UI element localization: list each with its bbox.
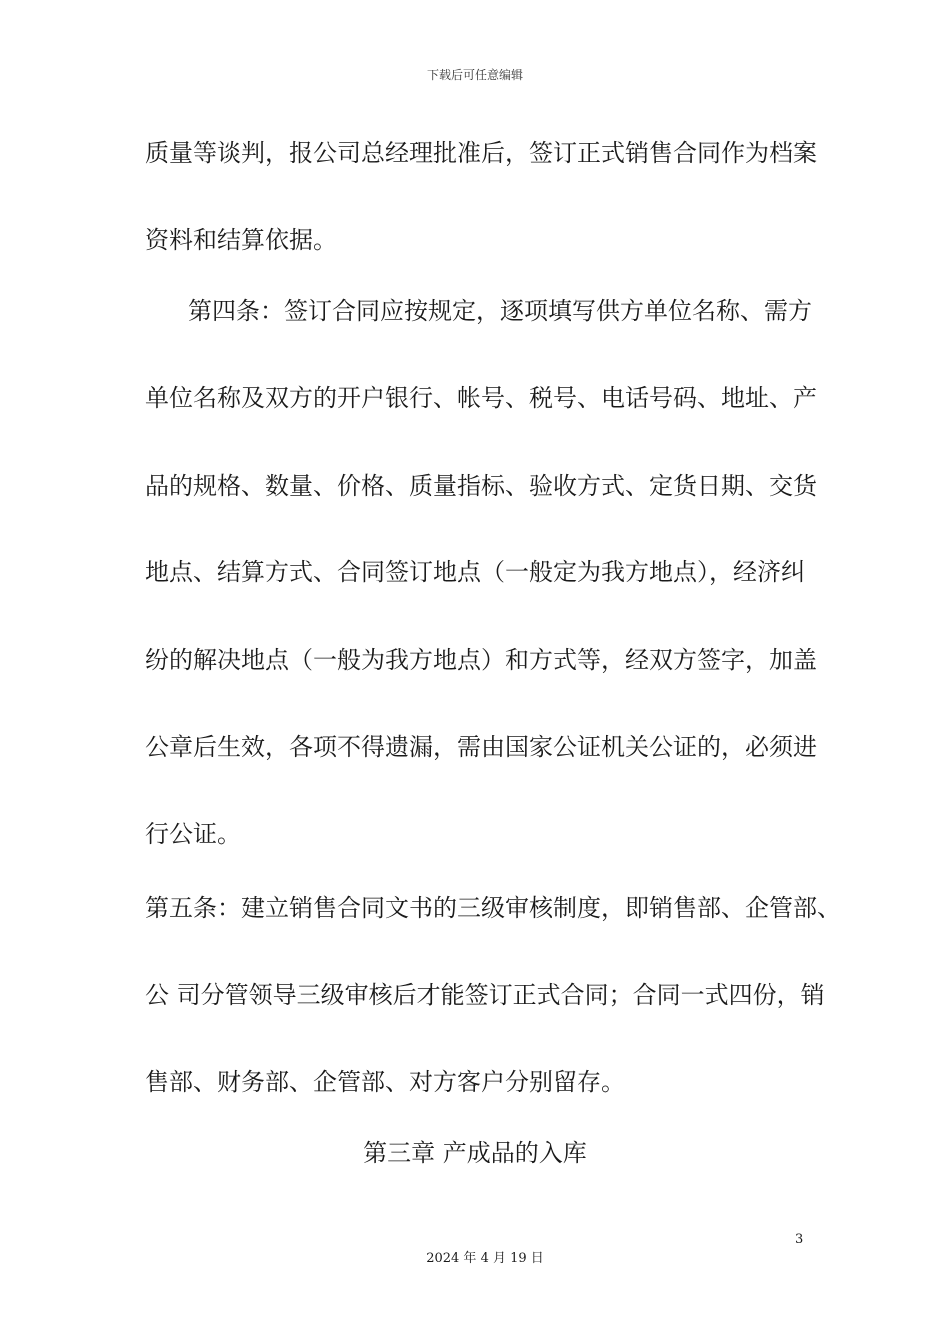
body-line: 公 司分管领导三级审核后才能签订正式合同；合同一式四份，销 [145, 981, 825, 1009]
body-line: 公章后生效，各项不得遗漏，需由国家公证机关公证的，必须进 [145, 733, 817, 761]
body-line: 纷的解决地点（一般为我方地点）和方式等，经双方签字，加盖 [145, 646, 817, 674]
page-number: 3 [795, 1232, 804, 1247]
body-line: 地点、结算方式、合同签订地点（一般定为我方地点），经济纠 [145, 558, 805, 586]
footer-date: 2024 年 4 月 19 日 [426, 1251, 544, 1266]
chapter-title: 第三章 产成品的入库 [363, 1139, 587, 1167]
body-line: 质量等谈判，报公司总经理批准后，签订正式销售合同作为档案 [145, 139, 817, 167]
body-line: 行公证。 [145, 820, 241, 848]
body-line: 售部、财务部、企管部、对方客户分别留存。 [145, 1068, 625, 1096]
body-line: 第五条：建立销售合同文书的三级审核制度，即销售部、企管部、 [145, 894, 841, 922]
body-line: 第四条：签订合同应按规定，逐项填写供方单位名称、需方 [188, 297, 812, 325]
page-header: 下载后可任意编辑 [426, 68, 523, 82]
body-line: 单位名称及双方的开户银行、帐号、税号、电话号码、地址、产 [145, 384, 817, 412]
body-line: 资料和结算依据。 [145, 226, 337, 254]
body-line: 品的规格、数量、价格、质量指标、验收方式、定货日期、交货 [145, 472, 817, 500]
